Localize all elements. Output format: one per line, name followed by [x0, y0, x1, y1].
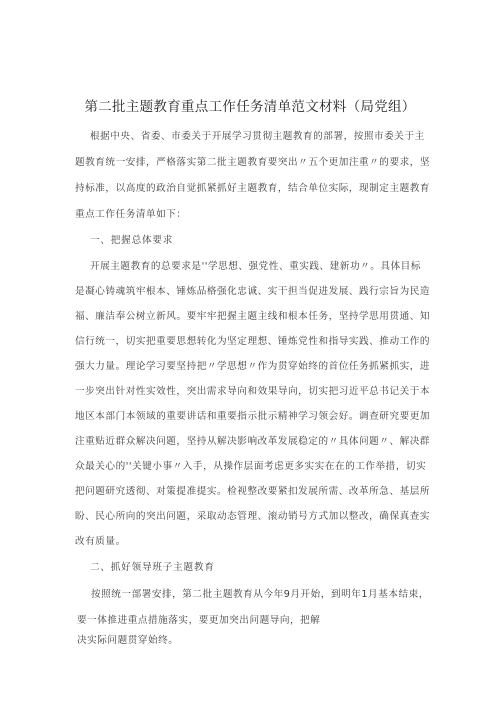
body-line: 要一体推进重点措施落实，要更加突出问题导向，把解: [77, 615, 321, 626]
body-line: 开展主题教育的总要求是''学思想、强党性、重实践、建新功〃。具体目标: [90, 261, 421, 272]
body-line: 信行统一，切实把重要思想转化为坚定理想、锤炼党性和指导实践、推动工作的: [75, 336, 431, 347]
section-heading-2: 二、抓好领导班子主题教育: [90, 562, 215, 573]
intro-line: 题教育统一安排，严格落实第二批主题教育要突出〃五个更加注重〃的要求，坚: [75, 157, 431, 168]
intro-line: 根据中央、省委、市委关于开展学习贯彻主题教育的部署，按照市委关于主: [90, 131, 425, 142]
body-line: 强大力量。理论学习要坚持把〃学思想〃作为贯穿始终的首位任务抓紧抓实，进: [75, 361, 431, 372]
body-line: 是凝心铸魂筑牢根本、锤炼品格强化忠诚、实干担当促进发展、践行宗旨为民造: [75, 286, 431, 297]
body-line: 众最关心的''关键小事〃入手，从操作层面考虑更多实实在在的工作举措，切实: [75, 461, 427, 472]
body-line: 一步突出针对性实效性，突出需求导向和效果导向，切实把习近平总书记关于本: [75, 386, 431, 397]
body-line: 按照统一部署安排，第二批主题教育从今年9月开始，到明年1月基本结束，: [91, 589, 429, 600]
intro-line: 持标准，以高度的政治自觉抓紧抓好主题教育，结合单位实际，现制定主题教育: [75, 183, 431, 194]
body-line: 盼、民心所向的突出问题，采取动态管理、滚动销号方式加以整改，确保真查实: [75, 511, 431, 522]
body-line: 决实际问题贯穿始终。: [77, 635, 179, 646]
body-line: 把问题研究透彻、对策提准提实。检视整改要紧扣发展所需、改革所急、基层所: [75, 486, 431, 497]
body-line: 改有质量。: [75, 536, 126, 547]
section-heading-1: 一、把握总体要求: [90, 235, 174, 246]
body-line: 地区本部门本领域的重要讲话和重要指示批示精神学习领会好。调查研究要更加: [75, 411, 431, 422]
document-title: 第二批主题教育重点工作任务清单范文材料（局党组）: [84, 99, 416, 115]
intro-line: 重点工作任务清单如下：: [75, 209, 187, 220]
body-line: 注重贴近群众解决问题，坚持从解决影响改革发展稳定的〃具体问题〃、解决群: [75, 436, 431, 447]
body-line: 福、廉洁奉公树立新风。要牢牢把握主题主线和根本任务，坚持学思用贯通、知: [75, 311, 431, 322]
